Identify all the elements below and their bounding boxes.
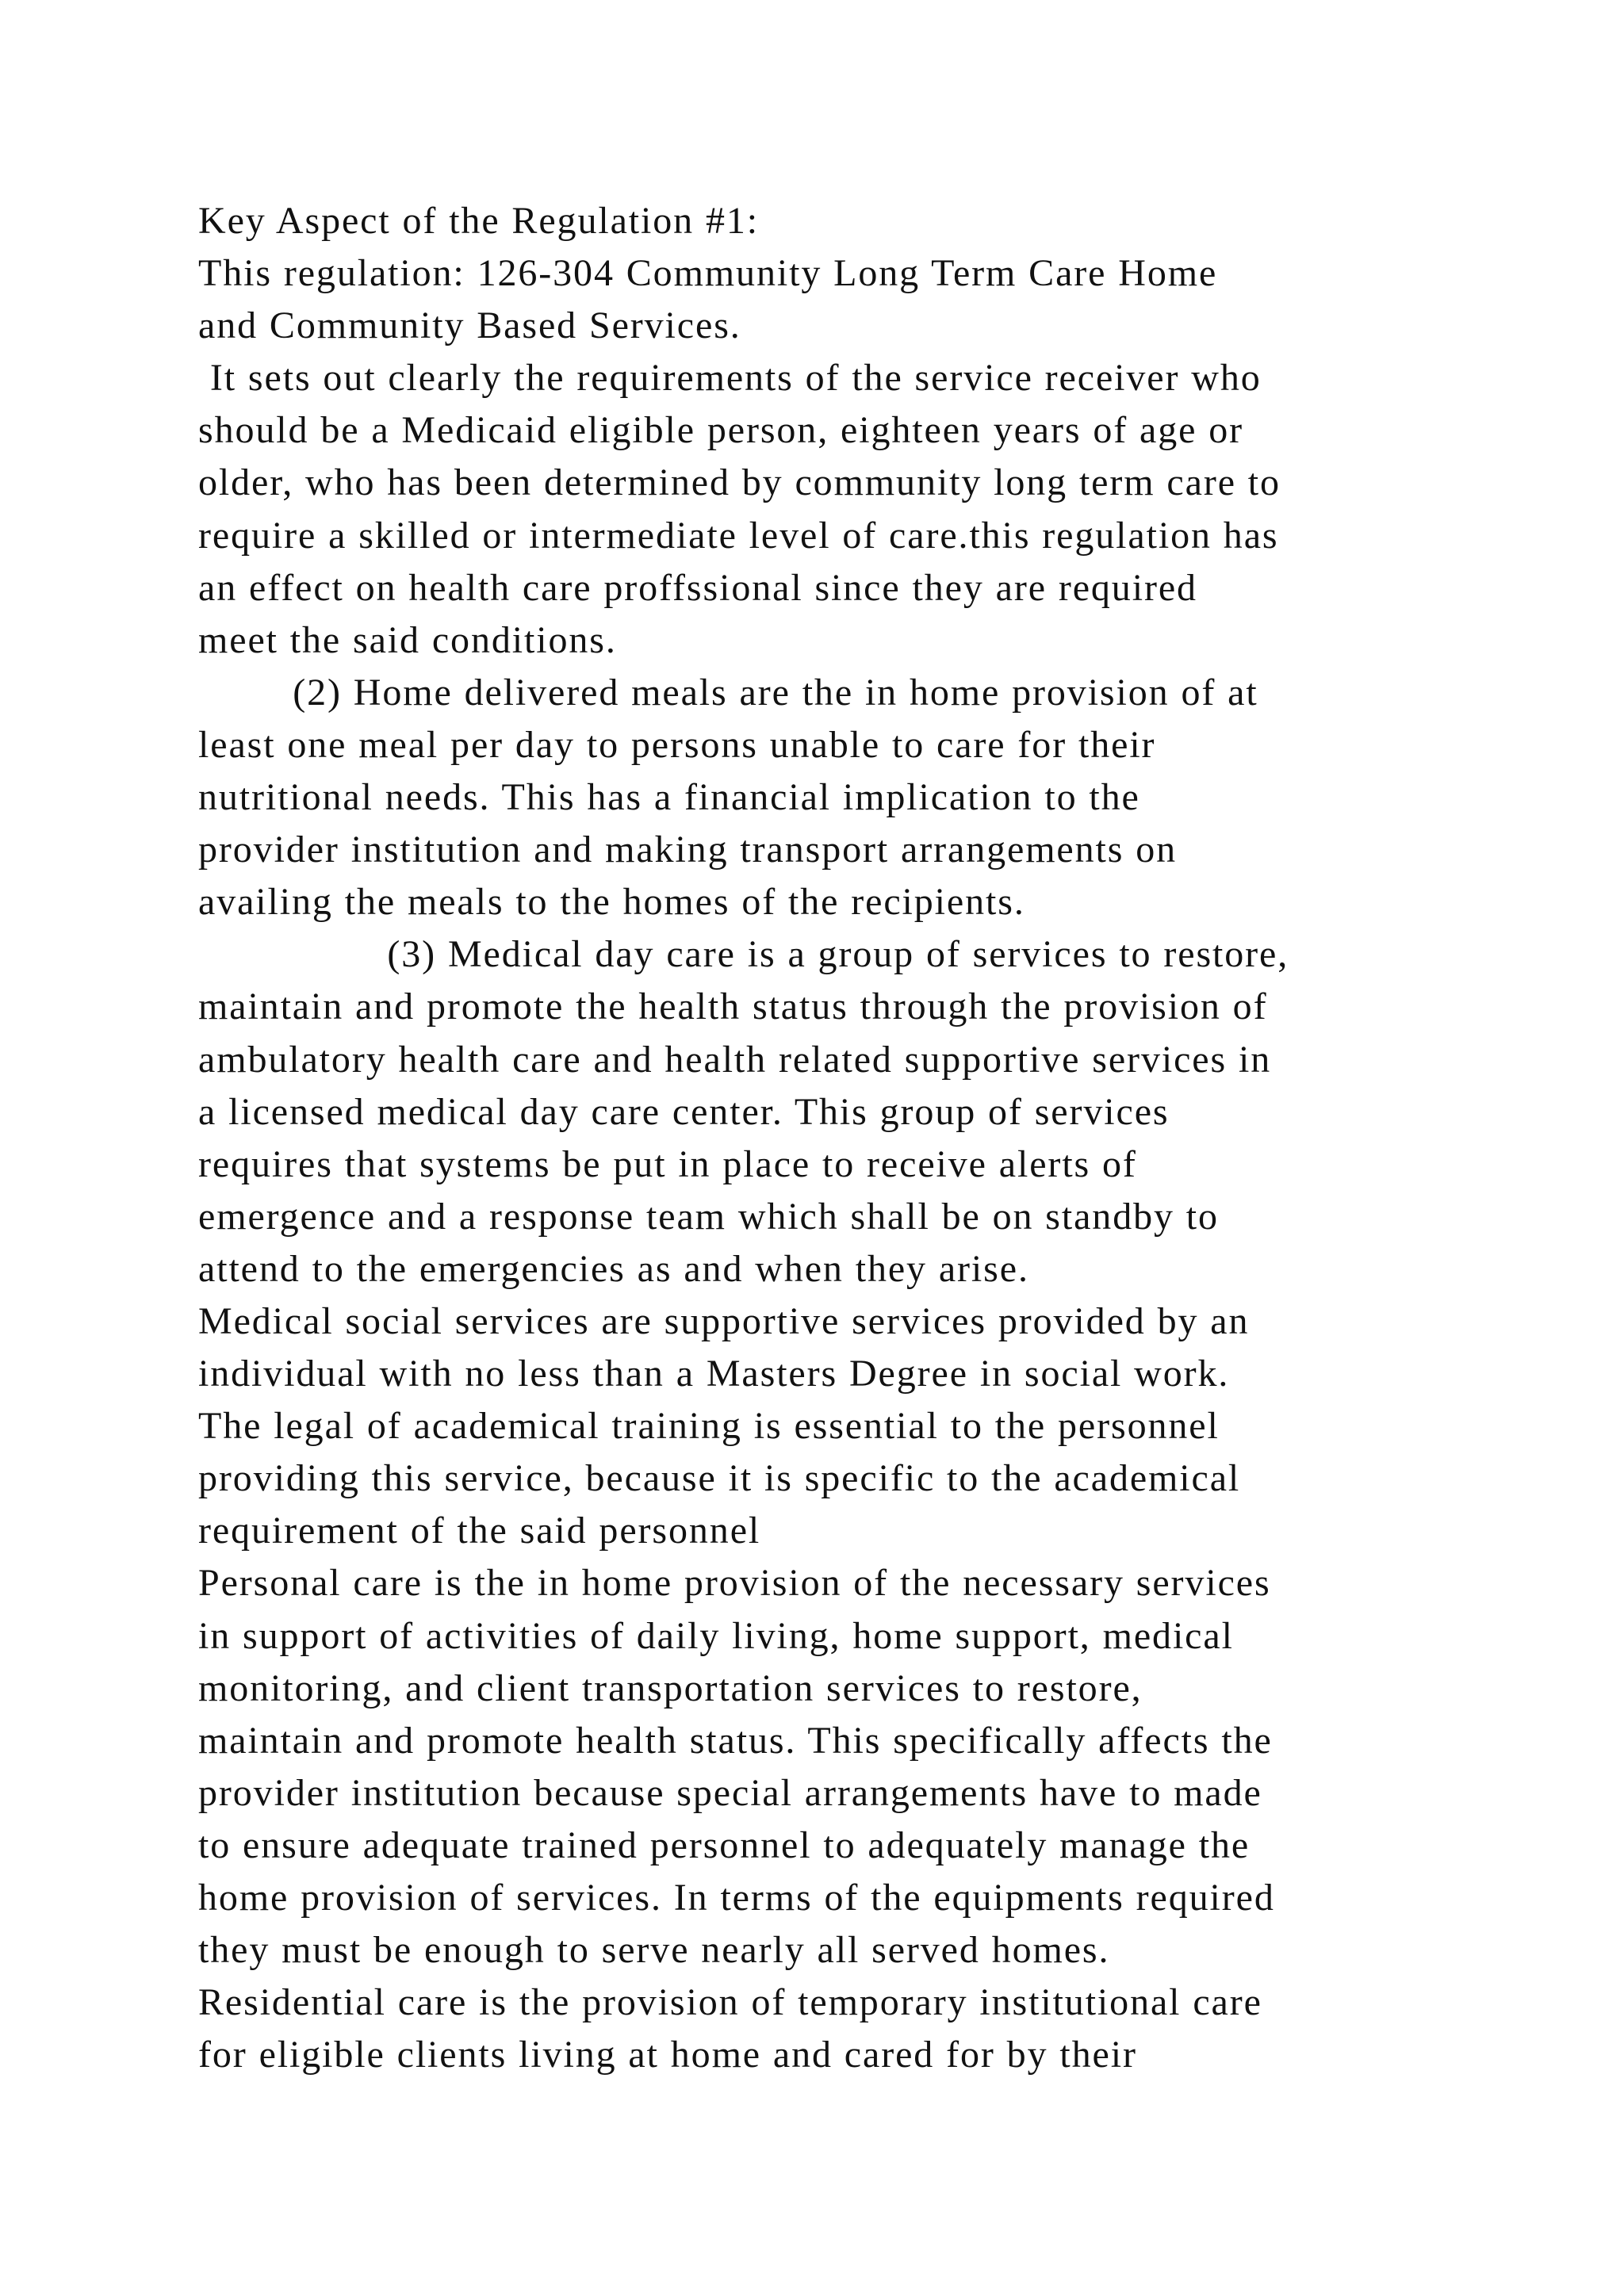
- text-line: Medical social services are supportive services provided by an: [198, 1299, 1250, 1342]
- text-line: attend to the emergencies as and when they arise.: [198, 1247, 1029, 1290]
- text-line: availing the meals to the homes of the recipients.: [198, 881, 1025, 924]
- text-line: provider institution and making transport arrangements on: [198, 828, 1178, 871]
- heading-line: Key Aspect of the Regulation #1:: [198, 200, 760, 242]
- text-line: (3) Medical day care is a group of services to restore,: [198, 933, 1289, 976]
- text-line: emergence and a response team which shall be on standby to: [198, 1195, 1219, 1238]
- text-line: requirement of the said personnel: [198, 1510, 761, 1552]
- text-line: home provision of services. In terms of the equipments required: [198, 1877, 1275, 1919]
- text-line: an effect on health care proffssional since they are required: [198, 566, 1197, 609]
- text-line: Personal care is the in home provision of the necessary services: [198, 1562, 1271, 1605]
- document-body: [198, 195, 1515, 2081]
- text-line: (2) Home delivered meals are the in home provision of at: [198, 671, 1258, 714]
- text-line: require a skilled or intermediate level of care.this regulation has: [198, 514, 1279, 557]
- text-line: a licensed medical day care center. This group of services: [198, 1090, 1170, 1133]
- text-line: providing this service, because it is specific to the academical: [198, 1457, 1241, 1500]
- text-line: they must be enough to serve nearly all served homes.: [198, 1929, 1110, 1972]
- text-line: maintain and promote health status. This specifically affects the: [198, 1719, 1273, 1762]
- text-line: individual with no less than a Masters Degree in social work.: [198, 1353, 1230, 1395]
- text-line: in support of activities of daily living, home support, medical: [198, 1614, 1234, 1657]
- text-line: to ensure adequate trained personnel to adequately manage the: [198, 1823, 1251, 1866]
- text-line: older, who has been determined by community long term care to: [198, 461, 1281, 504]
- text-line: for eligible clients living at home and cared for by their: [198, 2034, 1137, 2076]
- text-line: provider institution because special arrangements have to made: [198, 1771, 1262, 1814]
- text-line: It sets out clearly the requirements of the service receiver who: [198, 357, 1262, 400]
- text-line: maintain and promote the health status through the provision of: [198, 985, 1268, 1028]
- text-line: requires that systems be put in place to receive alerts of: [198, 1142, 1137, 1185]
- text-line: least one meal per day to persons unable to care for their: [198, 723, 1156, 766]
- text-line: should be a Medicaid eligible person, eighteen years of age or: [198, 409, 1244, 452]
- text-line: nutritional needs. This has a financial implication to the: [198, 776, 1140, 819]
- text-line: meet the said conditions.: [198, 618, 617, 661]
- text-line: monitoring, and client transportation services to restore,: [198, 1667, 1143, 1709]
- text-line: The legal of academical training is essential to the personnel: [198, 1405, 1220, 1448]
- text-line: Residential care is the provision of temporary institutional care: [198, 1981, 1262, 2024]
- text-line: ambulatory health care and health related supportive services in: [198, 1038, 1272, 1081]
- text-line: This regulation: 126-304 Community Long Term Care Home: [198, 252, 1218, 295]
- text-line: and Community Based Services.: [198, 304, 741, 347]
